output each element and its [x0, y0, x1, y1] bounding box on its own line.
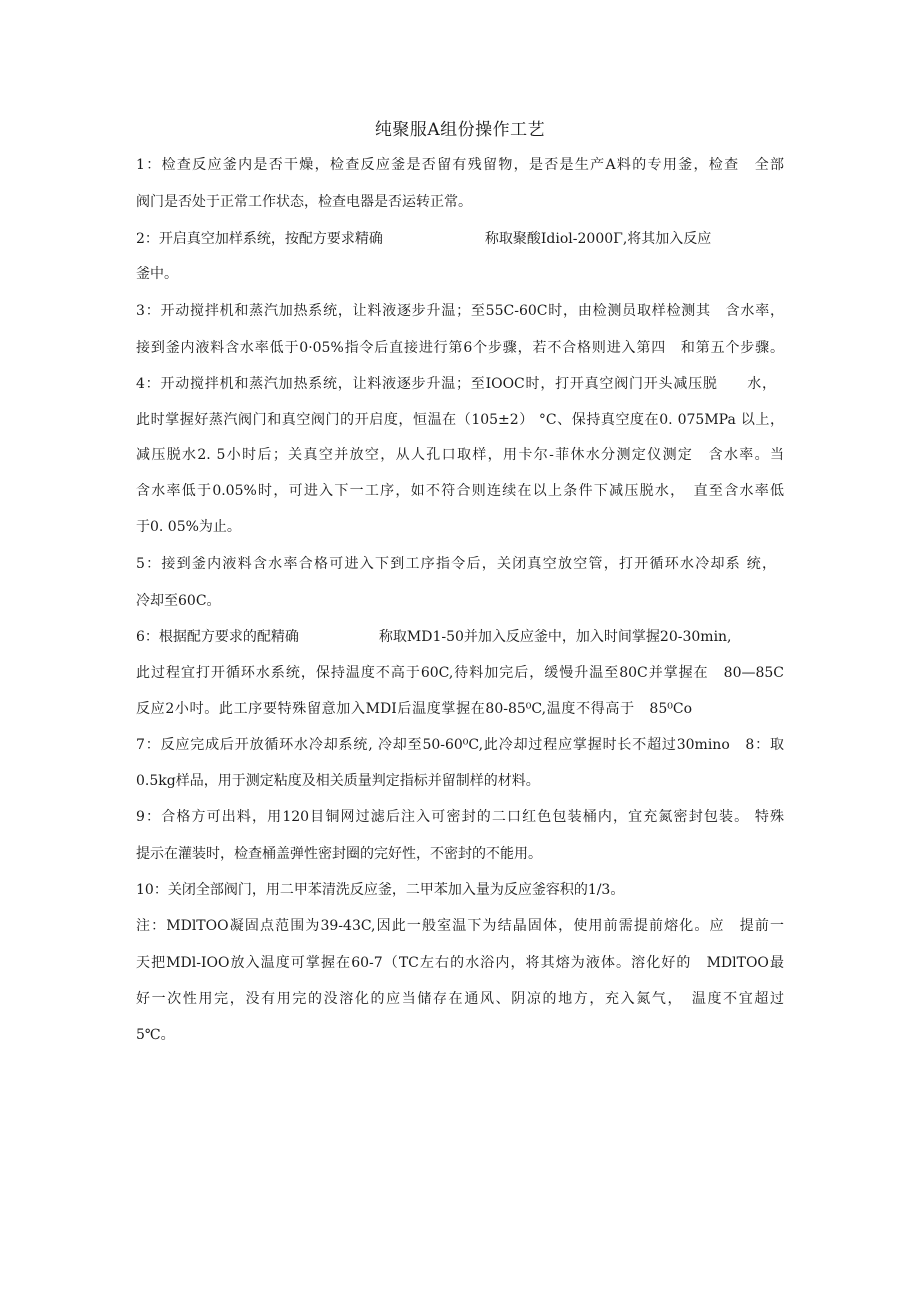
step-2-line-2: 釜中。 [136, 266, 178, 282]
step-8-line-1: 0.5kg样品，用于测定粘度及相关质量判定指标并留制样的材料。 [136, 773, 540, 789]
step-6-text-b: 称取MD1-50并加入反应釜中，加入时间掌握20-30min, [378, 629, 732, 645]
step-6-line-2: 此过程宜打开循环水系统，保持温度不高于60C,待料加完后，缓慢升温至80C并掌握在 80—85C [136, 665, 784, 681]
step-2-line-1 [136, 229, 711, 249]
step-2-text-b: 称取聚酸Idiol-2000Γ,将其加入反应 [484, 231, 712, 247]
step-5-line-1: 5：接到釜内液料含水率合格可进入下到工序指令后，关闭真空放空管，打开循环水冷却系 统， [136, 556, 776, 572]
step-9-line-2: 提示在灌装时，检查桶盖弹性密封圈的完好性，不密封的不能用。 [136, 846, 542, 862]
step-3-line-2: 接到釜内液料含水率低于0·05%指令后直接进行第6个步骤，若不合格则进入第四 和第五个步骤。 [136, 340, 784, 356]
step-1-line-2: 阀门是否处于正常工作状态，检查电器是否运转正常。 [136, 194, 472, 210]
note-line-2: 天把MDl-IOO放入温度可掌握在60-7（TC左右的水浴内，将其熔为液体。溶化好的 MDlTOO最 [136, 955, 784, 971]
step-6-text-a: 6：根据配方要求的配精确 [136, 629, 299, 645]
step-6-line-1 [136, 627, 732, 647]
step-6-line-3: 反应2小吋。此工序要特殊留意加入MDI后温度掌握在80-85⁰C,温度不得高于 85⁰Co [136, 701, 692, 717]
step-3-line-1: 3：开动搅拌机和蒸汽加热系统，让料液逐步升温；至55C-60C时，由检测员取样检测其 含水率， [136, 303, 784, 319]
step-9-line-1: 9：合格方可出料，用120目铜网过滤后注入可密封的二口红色包装桶内，宜充氮密封包装。 特殊 [136, 809, 784, 825]
note-line-1: 注：MDlTOO凝固点范围为39-43C,因此一般室温下为结晶固体，使用前需提前熔化。应 提前一 [136, 918, 784, 934]
step-10-line-1: 10：关闭全部阀门，用二甲苯清洗反应釜，二甲苯加入量为反应釜容积的1/3。 [136, 882, 625, 898]
step-4-line-5: 于0. 05%为止。 [136, 519, 241, 535]
step-7-line-1: 7：反应完成后开放循环水冷却系统, 冷却至50-60⁰C,此冷却过程应掌握时长不超过30mino 8：取 [136, 737, 784, 753]
step-1-line-1: 1：检查反应釜内是否干燥，检查反应釜是否留有残留物，是否是生产A料的专用釜，检查 全部 [136, 157, 784, 173]
step-4-line-1: 4：开动搅拌机和蒸汽加热系统，让料液逐步升温；至IOOC时，打开真空阀门开头减压脱 水， [136, 376, 776, 392]
step-4-line-2: 此时掌握好蒸汽阀门和真空阀门的开启度，恒温在（105±2） °C、保持真空度在0. 075MPa 以上， [136, 412, 784, 428]
step-5-line-2: 冷却至60C。 [136, 593, 221, 609]
step-2-text-a: 2：开启真空加样系统，按配方要求精确 [136, 231, 383, 247]
document-title: 纯聚服A组份操作工艺 [374, 120, 546, 140]
note-line-4: 5℃。 [136, 1027, 175, 1043]
step-4-line-3: 减压脱水2. 5小时后；关真空并放空，从人孔口取样，用卡尔-菲休水分测定仪测定 含水率。当 [136, 447, 784, 463]
step-4-line-4: 含水率低于0.05%时，可进入下一工序，如不符合则连续在以上条件下减压脱水， 直至含水率低 [136, 483, 784, 499]
note-line-3: 好一次性用完，没有用完的没溶化的应当储存在通风、阴凉的地方，充入氮气， 温度不宜超过 [136, 991, 784, 1007]
